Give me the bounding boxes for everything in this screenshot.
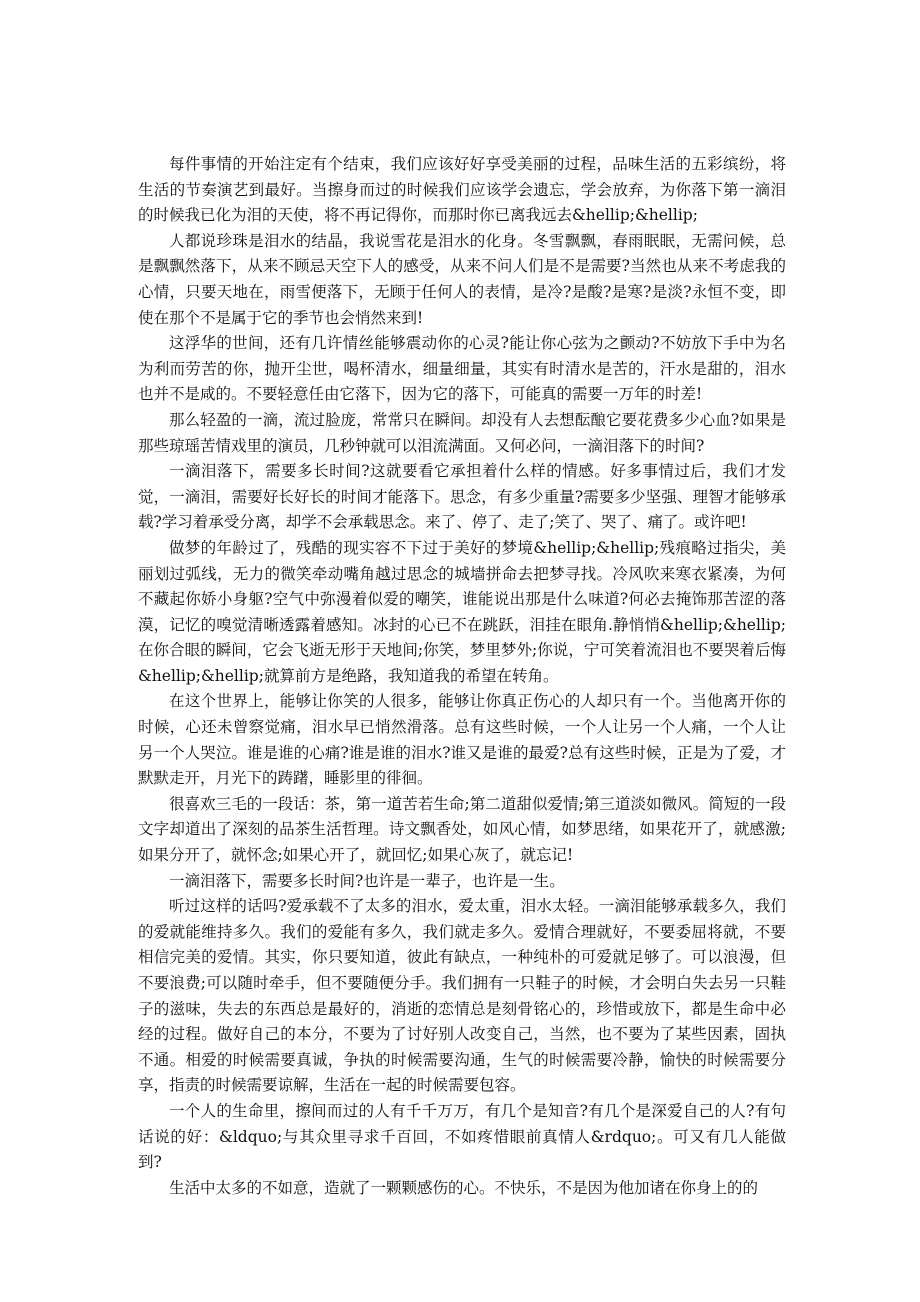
document-body bbox=[138, 152, 786, 1201]
paragraph: 做梦的年龄过了，残酷的现实容不下过于美好的梦境&hellip;&hellip;残痕略过指尖，美丽划过弧线，无力的微笑牵动嘴角越过思念的城墙拼命去把梦寻找。冷风吹来寒衣紧凑，为何不藏起你娇小身躯?空气中弥漫着似爱的嘲笑，谁能说出那是什么味道?何必去掩饰那苦涩的落漠，记忆的嗅觉清晰透露着感知。冰封的心已不在跳跃，泪挂在眼角.静悄悄&hellip;&hellip;在你合眼的瞬间，它会飞逝无形于天地间;你笑，梦里梦外;你说，宁可笑着流泪也不要哭着后悔&hellip;&hellip;就算前方是绝路，我知道我的希望在转角。 bbox=[138, 538, 786, 685]
paragraph: 生活中太多的不如意，造就了一颗颗感伤的心。不快乐，不是因为他加诸在你身上的的 bbox=[169, 1178, 759, 1197]
paragraph: 一滴泪落下，需要多长时间?这就要看它承担着什么样的情感。好多事情过后，我们才发觉，一滴泪，需要好长好长的时间才能落下。思念，有多少重量?需要多少坚强、理智才能够承载?学习着承受分离，却学不会承载思念。来了、停了、走了;笑了、哭了、痛了。或许吧! bbox=[138, 462, 786, 532]
paragraph: 一个人的生命里，擦间而过的人有千千万万，有几个是知音?有几个是深爱自己的人?有句话说的好：&ldquo;与其众里寻求千百回，不如疼惜眼前真情人&rdquo;。可又有几人能做到? bbox=[138, 1101, 786, 1172]
paragraph: 听过这样的话吗?爱承载不了太多的泪水，爱太重，泪水太轻。一滴泪能够承载多久，我们的爱就能维持多久。我们的爱能有多久，我们就走多久。爱情合理就好，不要委屈将就，不要相信完美的爱情。其实，你只要知道，彼此有缺点，一种纯朴的可爱就足够了。可以浪漫，但不要浪费;可以随时牵手，但不要随便分手。我们拥有一只鞋子的时候，才会明白失去另一只鞋子的滋味，失去的东西总是最好的，消逝的恋情总是刻骨铭心的，珍惜或放下，都是生命中必经的过程。做好自己的本分，不要为了讨好别人改变自己，当然，也不要为了某些因素，固执不通。相爱的时候需要真诚，争执的时候需要沟通，生气的时候需要冷静，愉快的时候需要分享，指责的时候需要谅解，生活在一起的时候需要包容。 bbox=[138, 897, 786, 1095]
paragraph: 这浮华的世间，还有几许情丝能够震动你的心灵?能让你心弦为之颤动?不妨放下手中为名为利而劳苦的你，抛开尘世，喝杯清水，细量细量，其实有时清水是苦的，汗水是甜的，泪水也并不是咸的。不要轻意任由它落下，因为它的落下，可能真的需要一万年的时差! bbox=[138, 334, 786, 404]
paragraph: 每件事情的开始注定有个结束，我们应该好好享受美丽的过程，品味生活的五彩缤纷，将生活的节奏演艺到最好。当擦身而过的时候我们应该学会遗忘，学会放弃，为你落下第一滴泪的时候我已化为泪的天使，将不再记得你，而那时你已离我远去&hellip;&hellip; bbox=[138, 155, 786, 225]
paragraph: 一滴泪落下，需要多长时间?也许是一辈子，也许是一生。 bbox=[169, 871, 565, 890]
paragraph: 在这个世界上，能够让你笑的人很多，能够让你真正伤心的人却只有一个。当他离开你的时候，心还未曾察觉痛，泪水早已悄然滑落。总有这些时候，一个人让另一个人痛，一个人让另一个人哭泣。谁是谁的心痛?谁是谁的泪水?谁又是谁的最爱?总有这些时候，正是为了爱，才默默走开，月光下的踌躇，睡影里的徘徊。 bbox=[138, 692, 786, 788]
paragraph: 那么轻盈的一滴，流过脸庞，常常只在瞬间。却没有人去想酝酿它要花费多少心血?如果是那些琼瑶苦情戏里的演员，几秒钟就可以泪流满面。又何必问，一滴泪落下的时间? bbox=[138, 410, 786, 455]
paragraph: 很喜欢三毛的一段话：茶，第一道苦若生命;第二道甜似爱情;第三道淡如微风。简短的一段文字却道出了深刻的品茶生活哲理。诗文飘香处，如风心情，如梦思绪，如果花开了，就感激;如果分开了，就怀念;如果心开了，就回忆;如果心灰了，就忘记! bbox=[138, 794, 786, 865]
paragraph: 人都说珍珠是泪水的结晶，我说雪花是泪水的化身。冬雪飘飘，春雨眠眠，无需问候，总是飘飘然落下，从来不顾忌天空下人的感受，从来不问人们是不是需要?当然也从来不考虑我的心情，只要天地在，雨雪便落下，无顾于任何人的表情，是冷?是酸?是寒?是淡?永恒不变，即使在那个不是属于它的季节也会悄然来到! bbox=[138, 231, 786, 327]
